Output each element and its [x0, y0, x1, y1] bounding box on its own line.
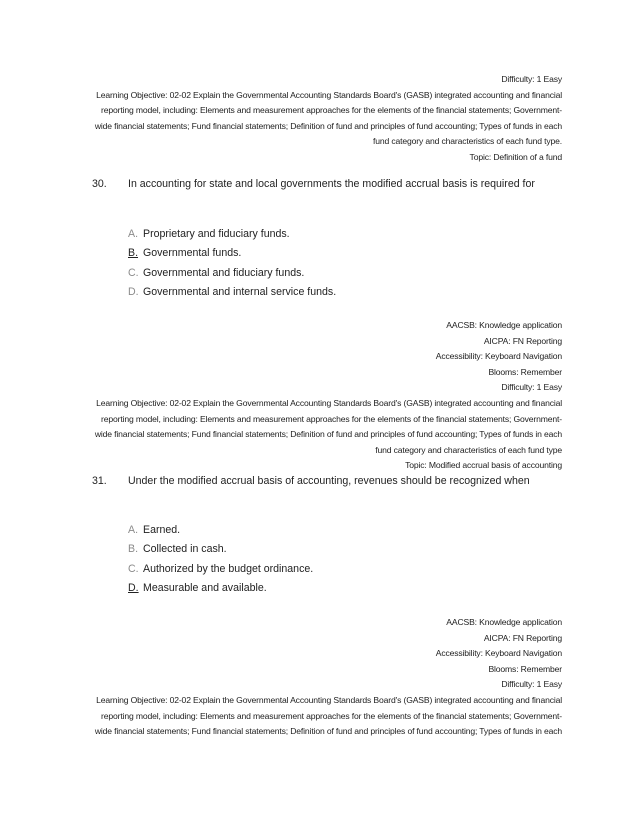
- choice-a: [128, 225, 336, 244]
- choice-letter-correct: B.: [128, 247, 139, 260]
- meta-learning-objective-cont: wide financial statements; Fund financial statements; Definition of fund and principles of fund accounting; Types of funds in each: [94, 726, 562, 737]
- meta-accessibility: Accessibility: Keyboard Navigation: [435, 351, 562, 362]
- choice-letter: A.: [128, 228, 139, 240]
- meta-difficulty: Difficulty: 1 Easy: [501, 74, 562, 84]
- choice-text: Authorized by the budget ordinance.: [143, 562, 314, 575]
- choice-b-correct: [128, 244, 336, 263]
- question-number: 31.: [92, 475, 107, 487]
- meta-learning-objective: Learning Objective: 02-02 Explain the Governmental Accounting Standards Board's (GASB) integrated accounting and financial: [96, 89, 562, 100]
- choice-text: Governmental and fiduciary funds.: [143, 266, 305, 279]
- meta-topic: Topic: Modified accrual basis of accounting: [405, 460, 562, 471]
- choice-text: Proprietary and fiduciary funds.: [143, 228, 290, 240]
- choices-q30: [128, 225, 336, 302]
- meta-blooms: Blooms: Remember: [488, 663, 562, 674]
- choice-text: Governmental and internal service funds.: [143, 285, 337, 298]
- choice-letter: D.: [128, 285, 139, 298]
- choice-letter: C.: [128, 562, 139, 575]
- meta-learning-objective: Learning Objective: 02-02 Explain the Governmental Accounting Standards Board's (GASB) integrated accounting and financial: [96, 694, 562, 705]
- choice-c: [128, 560, 313, 579]
- question-text: In accounting for state and local governments the modified accrual basis is required for: [128, 178, 535, 190]
- meta-learning-objective-cont: wide financial statements; Fund financial statements; Definition of fund and principles of fund accounting; Types of funds in each: [94, 429, 562, 440]
- choice-text: Governmental funds.: [143, 247, 242, 260]
- meta-learning-objective-cont: fund category and characteristics of each fund type: [375, 444, 562, 455]
- meta-aacsb: AACSB: Knowledge application: [446, 617, 562, 627]
- metadata-block-q30: [95, 318, 562, 474]
- choice-letter: A.: [128, 524, 139, 536]
- question-text: Under the modified accrual basis of accounting, revenues should be recognized when: [128, 475, 530, 487]
- metadata-block-q29: [95, 72, 562, 166]
- choice-a: [128, 521, 313, 540]
- meta-learning-objective-cont: reporting model, including: Elements and measurement approaches for the elements of the financial statements; Government-: [101, 413, 562, 424]
- meta-difficulty: Difficulty: 1 Easy: [501, 382, 562, 393]
- meta-learning-objective: Learning Objective: 02-02 Explain the Governmental Accounting Standards Board's (GASB) integrated accounting and financial: [96, 397, 562, 408]
- meta-learning-objective-cont: reporting model, including: Elements and measurement approaches for the elements of the financial statements; Government-: [101, 710, 562, 721]
- choice-c: [128, 264, 336, 283]
- question-number: 30.: [92, 178, 107, 190]
- choices-q31: [128, 521, 313, 598]
- meta-difficulty: Difficulty: 1 Easy: [501, 679, 562, 690]
- choice-letter: B.: [128, 543, 139, 556]
- meta-learning-objective-cont: reporting model, including: Elements and measurement approaches for the elements of the financial statements; Government-: [101, 105, 562, 116]
- meta-learning-objective-cont: wide financial statements; Fund financial statements; Definition of fund and principles of fund accounting; Types of funds in each: [94, 120, 562, 131]
- meta-topic: Topic: Definition of a fund: [469, 151, 562, 162]
- choice-text: Collected in cash.: [143, 543, 227, 556]
- metadata-block-q31: [95, 615, 562, 740]
- choice-b: [128, 540, 313, 559]
- choice-letter-correct: D.: [128, 581, 139, 594]
- meta-blooms: Blooms: Remember: [488, 366, 562, 377]
- choice-text: Measurable and available.: [143, 581, 267, 594]
- choice-d-correct: [128, 579, 313, 598]
- meta-aicpa: AICPA: FN Reporting: [483, 335, 562, 346]
- meta-accessibility: Accessibility: Keyboard Navigation: [435, 648, 562, 659]
- choice-d: [128, 283, 336, 302]
- meta-aacsb: AACSB: Knowledge application: [446, 320, 562, 330]
- meta-aicpa: AICPA: FN Reporting: [483, 632, 562, 643]
- choice-text: Earned.: [143, 524, 181, 536]
- choice-letter: C.: [128, 266, 139, 279]
- meta-learning-objective-cont: fund category and characteristics of each fund type.: [372, 136, 562, 147]
